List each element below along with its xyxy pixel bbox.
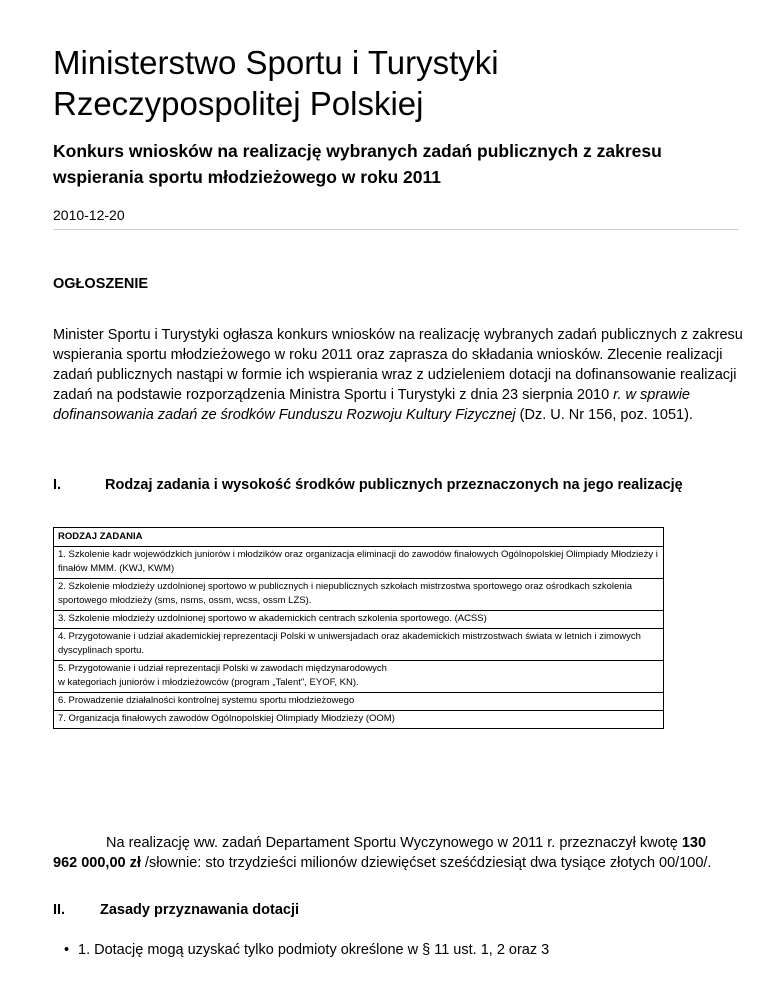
table-row xyxy=(54,693,664,711)
table-header-row xyxy=(54,528,664,547)
row5-line2: w kategoriach juniorów i młodzieżowców (program „Talent", EYOF, KN). xyxy=(58,677,359,688)
ministry-title-line1: Ministerstwo Sportu i Turystyki xyxy=(53,44,499,81)
funding-text: Na realizację ww. zadań Departament Sportu Wyczynowego w 2011 r. przeznaczył kwotę xyxy=(106,835,682,851)
contest-subtitle: Konkurs wniosków na realizację wybranych zadań publicznych z zakresu wspierania sportu młodzieżowego w roku 2011 xyxy=(53,141,662,187)
bullet-icon: • xyxy=(64,942,70,958)
table-cell: 3. Szkolenie młodzieży uzdolnionej sportowo w akademickich centrach szkolenia sportowego. (ACSS) xyxy=(54,611,664,629)
table-row xyxy=(54,629,664,661)
section-1-heading xyxy=(53,476,733,495)
table-row xyxy=(54,661,664,693)
table-cell xyxy=(54,661,664,693)
ministry-title-line2: Rzeczypospolitej Polskiej xyxy=(53,85,424,122)
table-cell: 4. Przygotowanie i udział akademickiej reprezentacji Polski w uniwersjadach oraz akademickich mistrzostwach świata w letnich i zimowych dyscyplinach sportu. xyxy=(54,629,664,661)
table-cell: 2. Szkolenie młodzieży uzdolnionej sportowo w publicznych i niepublicznych szkołach mistrzostwa sportowego oraz ośrodkach szkolenia sportowego młodzieży (sms, nsms, ossm, wcss, ossm LZS). xyxy=(54,579,664,611)
funding-paragraph xyxy=(53,833,733,873)
section-1-number: I. xyxy=(53,477,62,493)
row5-line1: 5. Przygotowanie i udział reprezentacji Polski w zawodach międzynarodowych xyxy=(58,663,387,674)
funding-text-after: /słownie: sto trzydzieści milionów dziewięćset sześćdziesiąt dwa tysiące złotych 00/100/. xyxy=(140,855,712,871)
section-1-title: Rodzaj zadania i wysokość środków publicznych przeznaczonych na jego realizację xyxy=(105,477,683,493)
table-cell: 7. Organizacja finałowych zawodów Ogólnopolskiej Olimpiady Młodzieży (OOM) xyxy=(54,711,664,729)
section-2-heading xyxy=(53,901,299,920)
list-item-text: 1. Dotację mogą uzyskać tylko podmioty określone w § 11 ust. 1, 2 oraz 3 xyxy=(78,942,550,958)
section-2-number: II. xyxy=(53,902,66,918)
list-item xyxy=(64,941,549,960)
intro-end-text: (Dz. U. Nr 156, poz. 1051). xyxy=(515,407,693,423)
announcement-intro xyxy=(53,325,743,425)
table-row xyxy=(54,611,664,629)
intro-text: Minister Sportu i Turystyki ogłasza konkurs wniosków na realizację wybranych zadań publicznych z zakresu wspierania sportu młodzieżowego w roku 2011 oraz zaprasza do składania wniosków. Zlecenie realizacji zadań publicznych nastąpi w formie ich wspierania wraz z udzieleniem dotacji na dofinansowanie realizacji zadań na podstawie rozporządzenia Ministra Sportu i Turystyki z dnia 23 sierpnia 2010 xyxy=(53,327,743,403)
table-row xyxy=(54,547,664,579)
table-row xyxy=(54,579,664,611)
intro-italic-text: r. w sprawie dofinansowania zadań ze środków Funduszu Rozwoju Kultury Fizycznej xyxy=(53,387,690,423)
divider xyxy=(53,229,739,230)
table-cell: 1. Szkolenie kadr wojewódzkich juniorów i młodzików oraz organizacja eliminacji do zawodów finałowych Ogólnopolskiej Olimpiady Młodzieży i finałów MMM. (KWJ, KWM) xyxy=(54,547,664,579)
table-cell: 6. Prowadzenie działalności kontrolnej systemu sportu młodzieżowego xyxy=(54,693,664,711)
table-header-cell: RODZAJ ZADANIA xyxy=(54,528,664,547)
section-2-title: Zasady przyznawania dotacji xyxy=(100,902,300,918)
announcement-heading: OGŁOSZENIE xyxy=(53,276,149,292)
table-row xyxy=(54,711,664,729)
funding-amount: 130 962 000,00 zł xyxy=(53,835,707,871)
ministry-title xyxy=(53,42,733,124)
publication-date: 2010-12-20 xyxy=(53,207,125,223)
task-types-table xyxy=(53,527,664,729)
